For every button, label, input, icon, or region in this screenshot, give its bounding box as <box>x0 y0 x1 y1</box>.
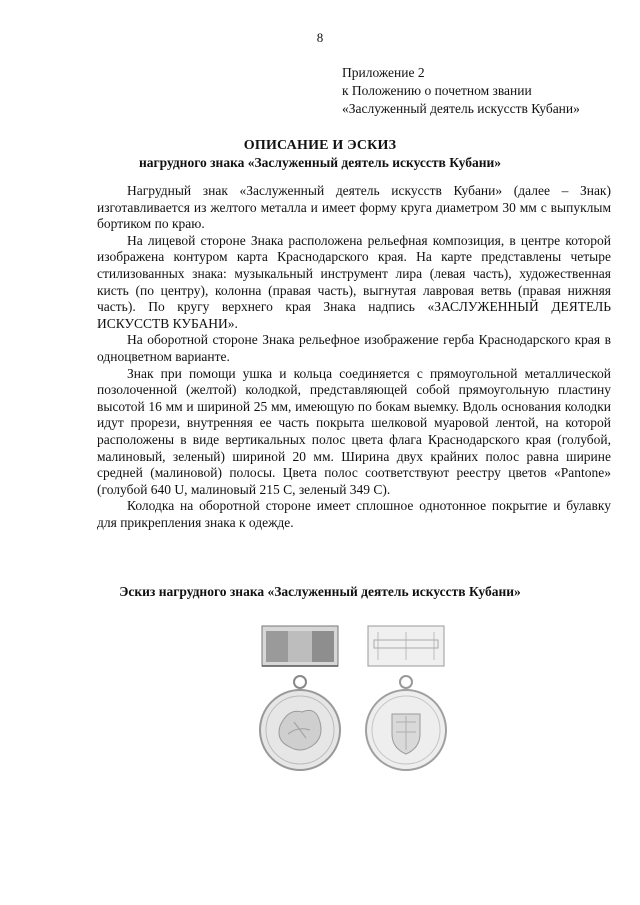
document-subtitle: нагрудного знака «Заслуженный деятель искусств Кубани» <box>138 155 502 170</box>
paragraph-pin: Колодка на оборотной стороне имеет сплошное однотонное покрытие и булавку для прикрепления знака к одежде. <box>97 498 611 530</box>
page-number: 8 <box>316 30 324 45</box>
badge-ring-back <box>400 676 412 688</box>
ribbon-stripe-middle <box>288 631 312 662</box>
document-title: ОПИСАНИЕ И ЭСКИЗ <box>243 138 397 153</box>
appendix-line-1: Приложение 2 <box>342 65 425 80</box>
appendix-line-3: «Заслуженный деятель искусств Кубани» <box>342 101 580 116</box>
badge-back-image <box>364 622 450 792</box>
description-body <box>97 183 611 531</box>
sketch-title: Эскиз нагрудного знака «Заслуженный деятель искусств Кубани» <box>119 584 521 599</box>
paragraph-general: Нагрудный знак «Заслуженный деятель искусств Кубани» (далее – Знак) изготавливается из желтого металла и имеет форму круга диаметром 30 мм с выпуклым бортиком по краю. <box>97 183 611 232</box>
paragraph-back-side: На оборотной стороне Знака рельефное изображение герба Краснодарского края в одноцветном варианте. <box>97 332 611 364</box>
badge-ring <box>294 676 306 688</box>
ribbon-stripe-left <box>266 631 288 662</box>
paragraph-front-side: На лицевой стороне Знака расположена рельефная композиция, в центре которой изображена контуром карта Краснодарского края. На карте представлены четыре стилизованных знака: музыкальный инструмент лира (левая часть), художественная кисть (по центру), колонна (правая часть), выгнутая лавровая ветвь (правая нижняя часть). По кругу верхнего края Знака надпись «ЗАСЛУЖЕННЫЙ ДЕЯТЕЛЬ ИСКУССТВ КУБАНИ». <box>97 232 611 331</box>
ribbon-stripe-right <box>312 631 334 662</box>
appendix-line-2: к Положению о почетном звании <box>342 83 532 98</box>
badge-front-image <box>258 622 344 792</box>
appendix-note <box>342 64 580 118</box>
paragraph-mount: Знак при помощи ушка и кольца соединяется с прямоугольной металлической позолоченной (желтой) колодкой, представляющей собой прямоугольную пластину высотой 16 мм и шириной 25 мм, имеющую по бокам выемку. Вдоль основания колодки идут прорези, внутренняя ее часть покрыта шелковой муаровой лентой, на которой расположены в виде вертикальных полос цвета флага Краснодарского края (голубой, малиновый, зеленый) шириной 20 мм. Ширина двух крайних полос равна ширине средней (малиновой) полосы. Цвета полос соответствуют реестру цветов «Pantone» (голубой 640 U, малиновый 215 C, зеленый 349 C). <box>97 365 611 497</box>
